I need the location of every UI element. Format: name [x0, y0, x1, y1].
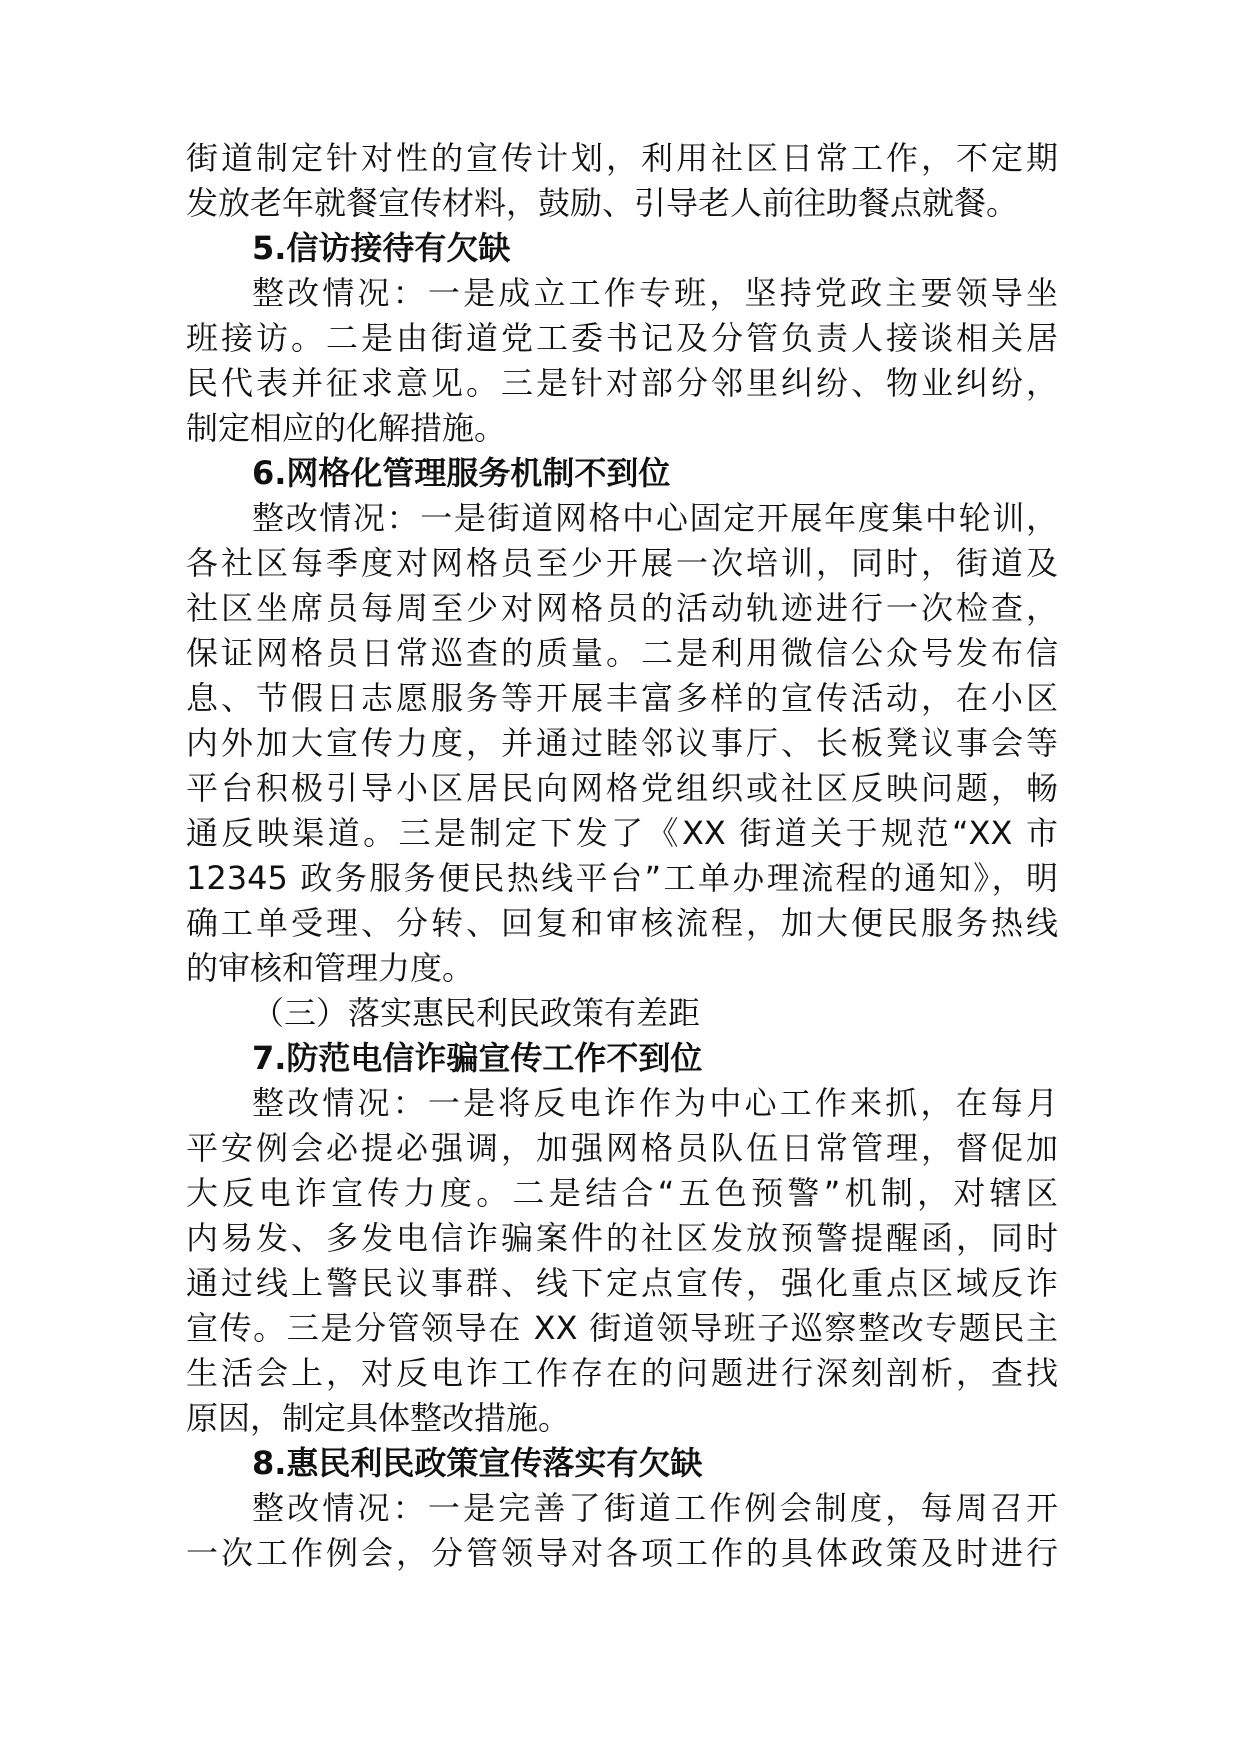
section-heading-7: 7.防范电信诈骗宣传工作不到位	[252, 1039, 703, 1077]
body-line: 息、节假日志愿服务等开展丰富多样的宣传活动，在小区	[186, 679, 1058, 717]
body-line: 平安例会必提必强调，加强网格员队伍日常管理，督促加	[186, 1129, 1058, 1167]
body-line: 通过线上警民议事群、线下定点宣传，强化重点区域反诈	[186, 1264, 1058, 1302]
section-heading-5: 5.信访接待有欠缺	[252, 229, 511, 267]
body-line: 发放老年就餐宣传材料，鼓励、引导老人前往助餐点就餐。	[186, 184, 1019, 222]
body-line: 各社区每季度对网格员至少开展一次培训，同时，街道及	[186, 544, 1058, 582]
body-line: 宣传。三是分管领导在 XX 街道领导班子巡察整改专题民主	[186, 1309, 1058, 1347]
body-line: 一次工作例会，分管领导对各项工作的具体政策及时进行	[186, 1534, 1058, 1572]
body-line: 班接访。二是由街道党工委书记及分管负责人接谈相关居	[186, 319, 1058, 357]
body-line: 整改情况：一是街道网格中心固定开展年度集中轮训，	[252, 499, 1058, 537]
body-line: 的审核和管理力度。	[186, 949, 475, 987]
section-heading-6: 6.网格化管理服务机制不到位	[252, 454, 671, 492]
body-line: 原因，制定具体整改措施。	[186, 1399, 571, 1437]
body-line: 街道制定针对性的宣传计划，利用社区日常工作，不定期	[186, 139, 1058, 177]
body-line: 内外加大宣传力度，并通过睦邻议事厅、长板凳议事会等	[186, 724, 1058, 762]
body-line: 大反电诈宣传力度。二是结合“五色预警”机制，对辖区	[186, 1174, 1058, 1212]
body-line: 社区坐席员每周至少对网格员的活动轨迹进行一次检查，	[186, 589, 1058, 627]
body-line: 平台积极引导小区居民向网格党组织或社区反映问题，畅	[186, 769, 1058, 807]
body-line: 整改情况：一是成立工作专班，坚持党政主要领导坐	[252, 274, 1058, 312]
subsection-heading-3: （三）落实惠民利民政策有差距	[252, 994, 701, 1032]
body-line: 民代表并征求意见。三是针对部分邻里纠纷、物业纠纷，	[186, 364, 1058, 402]
body-line: 生活会上，对反电诈工作存在的问题进行深刻剖析，查找	[186, 1354, 1058, 1392]
body-line: 保证网格员日常巡查的质量。二是利用微信公众号发布信	[186, 634, 1058, 672]
body-line: 确工单受理、分转、回复和审核流程，加大便民服务热线	[186, 904, 1058, 942]
body-line: 整改情况：一是将反电诈作为中心工作来抓，在每月	[252, 1084, 1058, 1122]
body-line: 制定相应的化解措施。	[186, 409, 507, 447]
body-line: 通反映渠道。三是制定下发了《XX 街道关于规范“XX 市	[186, 814, 1058, 852]
body-line: 12345 政务服务便民热线平台”工单办理流程的通知》，明	[186, 859, 1058, 897]
body-line: 内易发、多发电信诈骗案件的社区发放预警提醒函，同时	[186, 1219, 1058, 1257]
body-line: 整改情况：一是完善了街道工作例会制度，每周召开	[252, 1489, 1058, 1527]
section-heading-8: 8.惠民利民政策宣传落实有欠缺	[252, 1444, 703, 1482]
